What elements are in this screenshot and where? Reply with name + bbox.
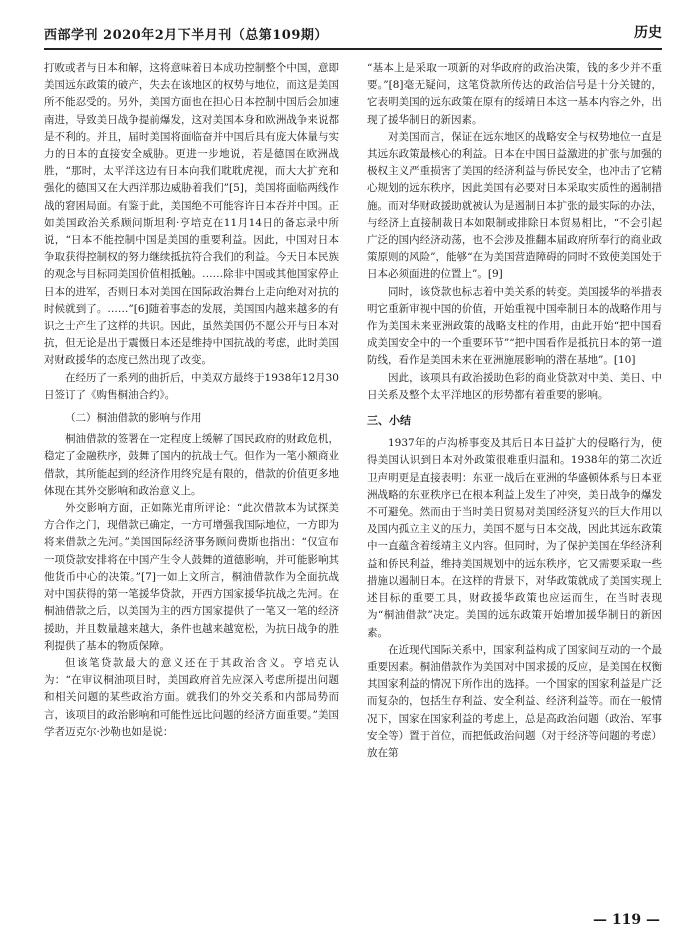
paragraph: “基本上是采取一项新的对华政府的政治决策，钱的多少并不重要。”[8]毫无疑问，这笔贷款所传达的政治信号是十分关键的，它表明美国的远东政策在原有的绥靖日本这一基本内容之外，出现了援华制日的新因素。 xyxy=(367,62,662,126)
subsection-heading: （二）桐油借款的影响与作用 xyxy=(65,412,202,425)
paragraph: 在近现代国际关系中，国家利益构成了国家间互动的一个最重要因素。桐油借款作为美国对中国求援的反应，是美国在权衡其国家利益的情况下所作出的选择。一个国家的国家利益是广泛而复杂的，包括生存利益、安全利益、经济利益等。而在一般情况下，国家在国家利益的考虑上，总是高政治问题（政治、军事安全等）置于首位，而把低政治问题（对于经济等问题的考虑）放在第 xyxy=(367,643,662,759)
left-column xyxy=(44,60,339,920)
paragraph: 对美国而言，保证在远东地区的战略安全与权势地位一直是其远东政策最核心的利益。日本在中国日益激进的扩张与加强的极权主义严重损害了美国的经济利益与侨民安全，也冲击了它精心规划的远东秩序，因此美国有必要对日本采取实质性的遏制措施。而对华财政援助就被认为是遏制日本扩张的最实际的办法，与经济上直接制裁日本如限制或排除日本贸易相比，“不会引起广泛的国内经济动荡，也不会涉及推翻本届政府所奉行的商业政策原则的风险”，能够“在为美国营造障碍的同时不致使美国处于日本必须面进的位置上”。[9] xyxy=(367,130,662,281)
section-heading: 三、小结 xyxy=(367,414,411,428)
paragraph: 同时，该贷款也标志着中美关系的转变。美国援华的举措表明它重新审视中国的价值，开始重视中国牵制日本的战略作用与作为美国未来亚洲政策的战略支柱的作用，由此开始“把中国看成美国安全中的一个重要环节”“把中国看作是抵抗日本的第一道防线，看作是美国未来在亚洲施展影响的潜在基地”。[10] xyxy=(367,285,662,367)
paragraph: 1937年的卢沟桥事变及其后日本日益扩大的侵略行为，使得美国认识到日本对外政策很难重归温和。1938年的第二次近卫声明更是直接表明：东亚一战后在亚洲的华盛顿体系与日本亚洲战略的东亚秩序已在根本利益上发生了冲突，美日战争的爆发不可避免。然而由于当时美日贸易对美国经济复兴的巨大作用以及国内孤立主义的压力，美国不愿与日本交战，因此其远东政策中一直蕴含着绥靖主义内容。但同时，为了保护美国在华经济利益和侨民利益，维持美国规划中的远东秩序，它又需要采取一些措施以遏制日本。在这样的背景下，对华政策就成了美国实现上述目标的重要工具，财政援华政策也应运而生，在当时表现为“桐油借款”决定。美国的远东政策开始增加援华制日的新因素。 xyxy=(367,437,662,639)
paragraph: 打败或者与日本和解，这将意味着日本成功控制整个中国，意即美国远东政策的破产，失去在该地区的权势与地位，而这是美国所不能忍受的。另外，美国方面也在担心日本控制中国后会加速南进，导致美日战争提前爆发，这对美国本身和欧洲战争来说都是不利的。并且，届时美国将面临奋并中国后具有庞大体量与实力的日本的直接安全威胁。更进一步地说，若是德国在欧洲战胜，“那时，太平洋这边有日本向我们耽耽虎视，而大大扩充和强化的德国又在大西洋那边威胁着我们”[5]，美国将面临两线作战的窘困局面。有鉴于此，美国绝不可能容许日本吞并中国。正如美国政治关系顾问斯坦利·亨培克在11月14日的备忘录中所说，“日本不能控制中国是美国的重要利益。因此，中国对日本争取获得控制权的努力继续抵抗符合我们的利益。今天日本民族的观念与目标同美国价值相抵触。……除非中国或其他国家停止日本的进军，否则日本对美国在国际政治舞台上走向绝对对抗的时候就到了。……”[6]随着事态的发展，美国国内越来越多的有识之士产生了这样的共识。因此，虽然美国仍不愿公开与日本对抗，但无论是出于震慑日本还是维持中国抗战的考虑，此时美国对财政援华的态度已然出现了改变。 xyxy=(44,62,339,367)
paragraph: 桐油借款的签署在一定程度上缓解了国民政府的财政危机，稳定了金融秩序，鼓舞了国内的抗战士气。但作为一笔小额商业借款，其所能起到的经济作用终究是有限的，借款的价值更多地体现在其外交影响和政治意义上。 xyxy=(44,433,339,497)
page-number: — 119 — xyxy=(593,912,660,928)
right-column xyxy=(367,60,662,920)
paragraph: 但该笔贷款最大的意义还在于其政治含义。亨培克认为：“在审议桐油项目时，美国政府首先应深入考虑所提出问题和相关问题的某些政治方面。就我们的外交关系和内部局势而言，该项目的政治影响和可能性远比问题的经济方面重要。”美国学者迈克尔·沙勒也如是说： xyxy=(44,656,339,738)
running-header xyxy=(44,20,662,50)
section-label: 历史 xyxy=(634,25,662,41)
paragraph: 在经历了一系列的曲折后，中美双方最终于1938年12月30日签订了《购售桐油合约》。 xyxy=(44,371,339,401)
journal-masthead: 西部学刊 2020年2月下半月刊（总第109期） xyxy=(44,28,328,43)
paragraph: 外交影响方面，正如陈光甫所评论：“此次借款本为试探美方合作之门，现借款已确定，一方可增强我国际地位，一方即为将来借款之先河。”美国国际经济事务顾问费斯也指出：“仅宣布一项贷款安排将在中国产生令人鼓舞的道德影响，并可能影响其他货币中心的决策。”[7]一如上文所言，桐油借款作为全面抗战对中国获得的第一笔援华贷款，开西方国家援华抗战之先河。在桐油借款之后，以美国为主的西方国家提供了一笔又一笔的经济援助，并且数量越来越大，条件也越来越宽松，为抗日战争的胜利提供了基本的物质保障。 xyxy=(44,502,339,652)
paragraph: 因此，该项具有政治援助色彩的商业贷款对中美、美日、中日关系及整个太平洋地区的形势都有着重要的影响。 xyxy=(367,371,662,401)
